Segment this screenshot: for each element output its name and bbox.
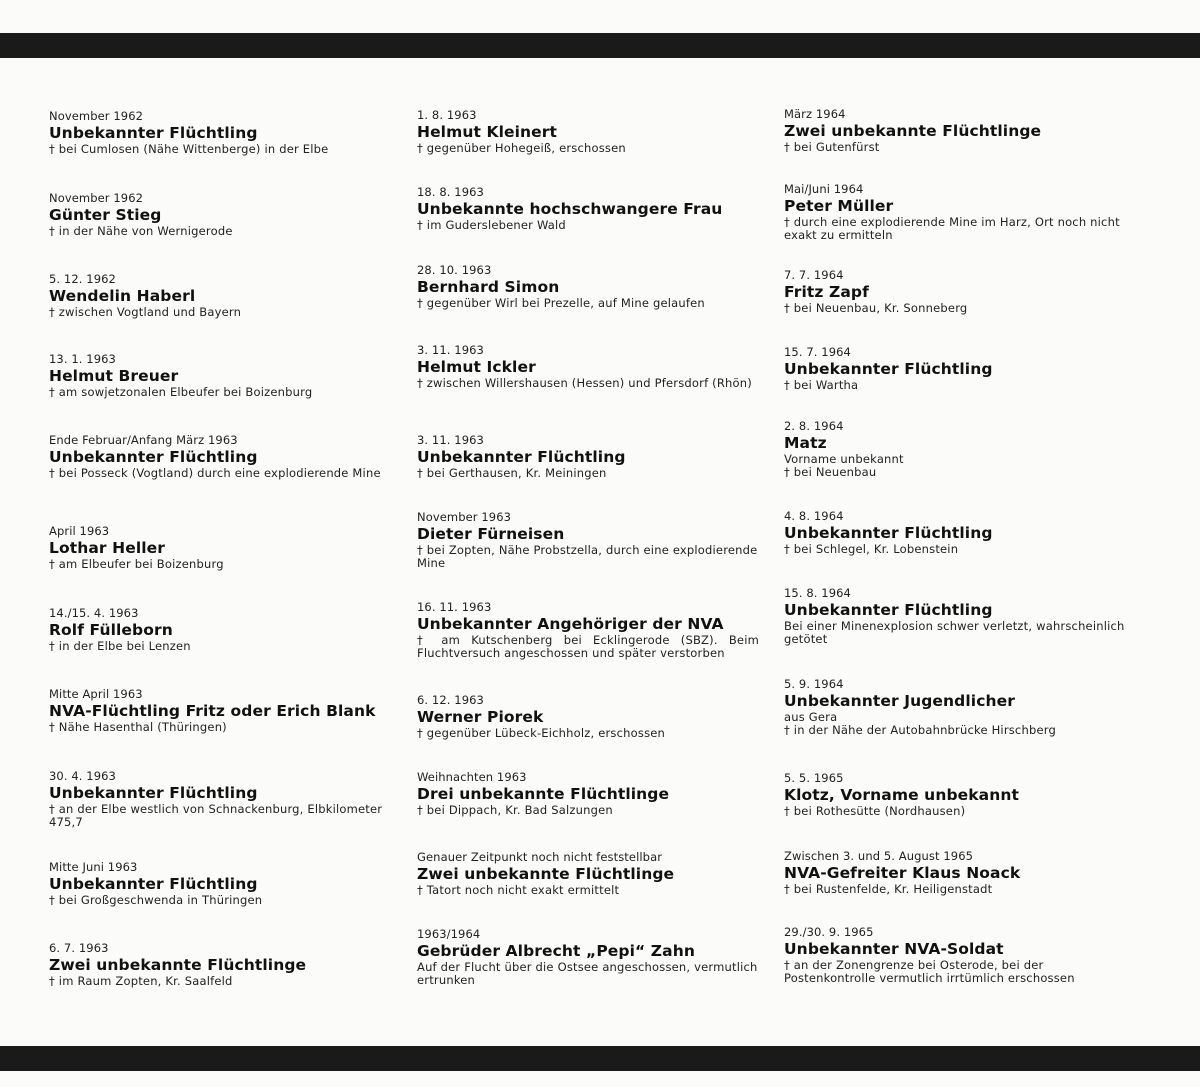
entry-date: 1. 8. 1963 <box>417 108 477 122</box>
memorial-entry <box>784 586 1134 646</box>
entry-date: Mai/Juni 1964 <box>784 182 864 196</box>
entry-name: Unbekannter Flüchtling <box>784 360 993 378</box>
entry-date: 6. 7. 1963 <box>49 941 109 955</box>
memorial-entry <box>784 509 1134 556</box>
entry-note: † im Raum Zopten, Kr. Saalfeld <box>49 974 233 988</box>
entry-name: Unbekannter Flüchtling <box>49 784 258 802</box>
entry-name: Unbekannter Flüchtling <box>49 124 258 142</box>
memorial-entry <box>417 343 767 390</box>
entry-note: † durch eine explodierende Mine im Harz, Ort noch nicht exakt zu ermitteln <box>784 215 1120 242</box>
entry-note: † bei Wartha <box>784 378 859 392</box>
bottom-black-band <box>0 1046 1200 1071</box>
memorial-entry <box>417 108 767 155</box>
entry-date: 18. 8. 1963 <box>417 185 484 199</box>
entry-name: Drei unbekannte Flüchtlinge <box>417 785 670 803</box>
entry-name: Wendelin Haberl <box>49 287 196 305</box>
entry-note: Auf der Flucht über die Ostsee angeschossen, vermutlich ertrunken <box>417 960 758 987</box>
memorial-entry <box>49 941 399 988</box>
entry-name: Bernhard Simon <box>417 278 560 296</box>
entry-date: Ende Februar/Anfang März 1963 <box>49 433 238 447</box>
entry-date: 6. 12. 1963 <box>417 693 484 707</box>
memorial-entry <box>417 850 767 897</box>
entry-name: NVA-Gefreiter Klaus Noack <box>784 864 1021 882</box>
entry-date: Mitte Juni 1963 <box>49 860 138 874</box>
memorial-entry <box>417 510 767 570</box>
entry-name: Helmut Ickler <box>417 358 536 376</box>
memorial-entry <box>49 433 399 480</box>
entry-date: 14./15. 4. 1963 <box>49 606 139 620</box>
entry-note: † zwischen Vogtland und Bayern <box>49 305 242 319</box>
entry-note: aus Gera <box>784 710 838 724</box>
entry-date: November 1963 <box>417 510 512 524</box>
entry-date: 3. 11. 1963 <box>417 433 484 447</box>
entry-name: Fritz Zapf <box>784 283 869 301</box>
entry-note: Bei einer Minenexplosion schwer verletzt, wahrscheinlich getötet <box>784 619 1125 646</box>
entry-date: 5. 12. 1962 <box>49 272 116 286</box>
entry-note: † bei Schlegel, Kr. Lobenstein <box>784 542 959 556</box>
entry-note: Vorname unbekannt <box>784 452 904 466</box>
entry-date: 28. 10. 1963 <box>417 263 492 277</box>
memorial-entry <box>784 925 1134 985</box>
memorial-entry <box>49 687 399 734</box>
entry-date: 16. 11. 1963 <box>417 600 492 614</box>
memorial-entry <box>784 345 1134 392</box>
entry-note: † in der Nähe von Wernigerode <box>49 224 233 238</box>
memorial-entry <box>49 352 399 399</box>
entry-note: † zwischen Willershausen (Hessen) und Pfersdorf (Rhön) <box>417 376 752 390</box>
entry-note: † gegenüber Hohegeiß, erschossen <box>417 141 626 155</box>
memorial-entry <box>49 272 399 319</box>
entry-name: Unbekannter Flüchtling <box>49 448 258 466</box>
entry-note: † bei Dippach, Kr. Bad Salzungen <box>417 803 613 817</box>
entry-name: Unbekannter NVA-Soldat <box>784 940 1004 958</box>
entry-note: † bei Cumlosen (Nähe Wittenberge) in der Elbe <box>49 142 329 156</box>
entry-note: † bei Neuenbau <box>784 465 877 479</box>
entry-date: 29./30. 9. 1965 <box>784 925 874 939</box>
entry-note: † am Elbeufer bei Boizenburg <box>49 557 224 571</box>
entry-note: † am sowjetzonalen Elbeufer bei Boizenburg <box>49 385 313 399</box>
entry-date: 15. 7. 1964 <box>784 345 851 359</box>
entry-name: Unbekannter Flüchtling <box>784 601 993 619</box>
entry-date: 1963/1964 <box>417 927 481 941</box>
entry-note: † bei Posseck (Vogtland) durch eine explodierende Mine <box>49 466 381 480</box>
entry-note: † an der Zonengrenze bei Osterode, bei der Postenkontrolle vermutlich irrtümlich erschossen <box>784 958 1075 985</box>
entry-date: 13. 1. 1963 <box>49 352 116 366</box>
memorial-entry <box>784 849 1134 896</box>
memorial-entry <box>417 263 767 310</box>
entry-name: Unbekannter Flüchtling <box>784 524 993 542</box>
entry-name: Unbekannter Flüchtling <box>417 448 626 466</box>
entry-name: Unbekannter Angehöriger der NVA <box>417 615 724 633</box>
memorial-entry <box>49 606 399 653</box>
entry-date: Weihnachten 1963 <box>417 770 527 784</box>
entry-name: Klotz, Vorname unbekannt <box>784 786 1020 804</box>
entry-name: Zwei unbekannte Flüchtlinge <box>49 956 307 974</box>
memorial-entry <box>784 268 1134 315</box>
entry-name: Unbekannter Jugendlicher <box>784 692 1015 710</box>
memorial-entry <box>49 524 399 571</box>
memorial-entry <box>784 182 1134 242</box>
entry-date: Zwischen 3. und 5. August 1965 <box>784 849 974 863</box>
entry-note: † gegenüber Wirl bei Prezelle, auf Mine gelaufen <box>417 296 705 310</box>
entry-date: Mitte April 1963 <box>49 687 143 701</box>
entry-date: 7. 7. 1964 <box>784 268 844 282</box>
entry-name: NVA-Flüchtling Fritz oder Erich Blank <box>49 702 376 720</box>
entry-date: 3. 11. 1963 <box>417 343 484 357</box>
entry-date: 15. 8. 1964 <box>784 586 851 600</box>
entry-name: Unbekannter Flüchtling <box>49 875 258 893</box>
memorial-entry <box>417 927 767 987</box>
entry-date: 5. 9. 1964 <box>784 677 844 691</box>
entry-date: November 1962 <box>49 109 144 123</box>
entry-name: Werner Piorek <box>417 708 544 726</box>
memorial-entry <box>417 600 767 660</box>
entry-note: † bei Rothesütte (Nordhausen) <box>784 804 966 818</box>
entry-note: † in der Nähe der Autobahnbrücke Hirschberg <box>784 723 1056 737</box>
entry-name: Peter Müller <box>784 197 894 215</box>
memorial-entry <box>49 860 399 907</box>
entry-name: Rolf Fülleborn <box>49 621 173 639</box>
entry-note: † an der Elbe westlich von Schnackenburg, Elbkilometer 475,7 <box>49 802 383 829</box>
entry-name: Gebrüder Albrecht „Pepi“ Zahn <box>417 942 695 960</box>
entry-date: März 1964 <box>784 107 846 121</box>
entry-date: 5. 5. 1965 <box>784 771 844 785</box>
entry-date: 4. 8. 1964 <box>784 509 844 523</box>
entry-date: 30. 4. 1963 <box>49 769 116 783</box>
memorial-entry <box>49 109 399 156</box>
entry-name: Dieter Fürneisen <box>417 525 565 543</box>
memorial-entry <box>49 769 399 829</box>
entry-note: † bei Gerthausen, Kr. Meiningen <box>417 466 607 480</box>
entry-name: Helmut Breuer <box>49 367 179 385</box>
entry-name: Lothar Heller <box>49 539 166 557</box>
memorial-entry <box>784 771 1134 818</box>
memorial-entry <box>417 185 767 232</box>
top-black-band <box>0 33 1200 58</box>
entry-note: † Tatort noch nicht exakt ermittelt <box>417 883 620 897</box>
memorial-entry <box>417 770 767 817</box>
memorial-entry <box>417 433 767 480</box>
entry-name: Günter Stieg <box>49 206 162 224</box>
entry-date: 2. 8. 1964 <box>784 419 844 433</box>
entry-note: † bei Rustenfelde, Kr. Heiligenstadt <box>784 882 993 896</box>
memorial-entry <box>784 107 1134 154</box>
memorial-entry <box>417 693 767 740</box>
entry-note: † bei Zopten, Nähe Probstzella, durch eine explodierende Mine <box>417 543 758 570</box>
entry-note: † in der Elbe bei Lenzen <box>49 639 191 653</box>
entry-date: November 1962 <box>49 191 144 205</box>
entry-name: Helmut Kleinert <box>417 123 558 141</box>
entry-note: † im Guderslebener Wald <box>417 218 566 232</box>
entry-note: † Nähe Hasenthal (Thüringen) <box>49 720 227 734</box>
memorial-entry <box>49 191 399 238</box>
entry-name: Matz <box>784 434 827 452</box>
entry-date: April 1963 <box>49 524 110 538</box>
entry-note: † bei Neuenbau, Kr. Sonneberg <box>784 301 968 315</box>
entry-note: † gegenüber Lübeck-Eichholz, erschossen <box>417 726 666 740</box>
entry-name: Zwei unbekannte Flüchtlinge <box>784 122 1042 140</box>
entry-note: † am Kutschenberg bei Ecklingerode (SBZ). Beim Fluchtversuch angeschossen und später verstorben <box>417 633 759 660</box>
entry-name: Zwei unbekannte Flüchtlinge <box>417 865 675 883</box>
memorial-entry <box>784 677 1134 737</box>
entry-date: Genauer Zeitpunkt noch nicht feststellbar <box>417 850 663 864</box>
memorial-entry <box>784 419 1134 479</box>
entry-note: † bei Gutenfürst <box>784 140 880 154</box>
entry-name: Unbekannte hochschwangere Frau <box>417 200 723 218</box>
entry-note: † bei Großgeschwenda in Thüringen <box>49 893 263 907</box>
